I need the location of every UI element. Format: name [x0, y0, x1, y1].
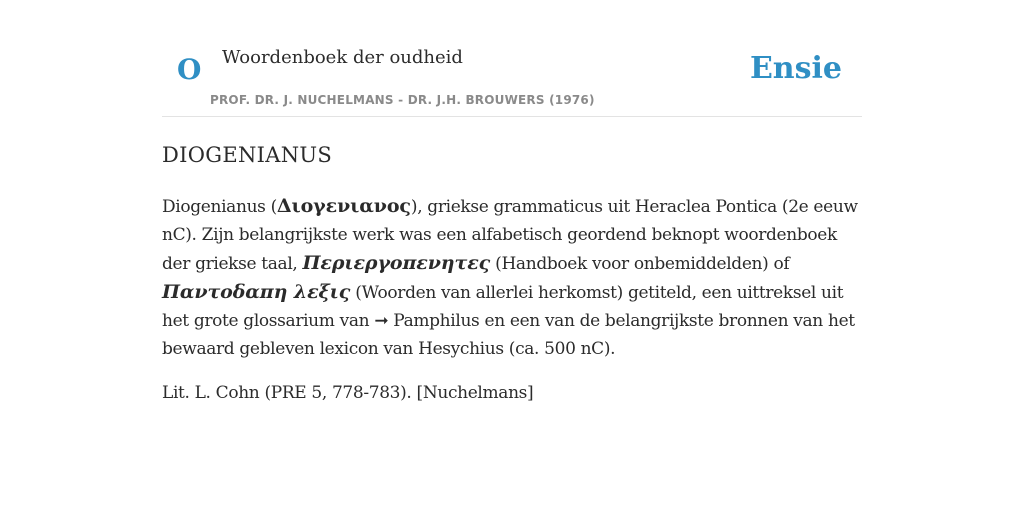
greek-term: Περιεργοπενητες	[302, 252, 491, 274]
body-text: ), griekse grammaticus uit Heraclea Pontica (2e eeuw nC). Zijn belangrijkste werk was een alfabetisch geordend beknopt woordenboek der griekse taal,	[162, 197, 858, 274]
brand-logo[interactable]: Ensie	[749, 51, 842, 86]
entry-body	[162, 192, 862, 363]
book-title[interactable]: Woordenboek der oudheid	[222, 47, 463, 68]
entry-title: DIOGENIANUS	[162, 143, 333, 167]
body-text: (Handboek voor onbemiddelden) of	[490, 254, 790, 274]
literature-note: Lit. L. Cohn (PRE 5, 778-783). [Nuchelmans]	[162, 383, 534, 403]
greek-term: Παντοδαπη λεξις	[162, 281, 351, 303]
book-authors: PROF. DR. J. NUCHELMANS - DR. J.H. BROUWERS (1976)	[210, 93, 595, 107]
cross-reference-label: Pamphilus	[388, 311, 480, 331]
body-text: en een van de belangrijkste bronnen van het bewaard gebleven lexicon van Hesychius (ca. 500 nC).	[162, 311, 855, 359]
cross-reference-link[interactable]	[374, 311, 479, 331]
body-text: (Woorden van allerlei herkomst) getiteld, een uittreksel uit het grote glossarium van	[162, 283, 844, 331]
header	[162, 0, 862, 117]
letter-badge[interactable]: O	[177, 53, 202, 86]
body-text: Diogenianus (	[162, 197, 277, 217]
greek-term: Διογενιανος	[276, 195, 411, 217]
arrow-right-icon: ➞	[374, 311, 389, 331]
page	[162, 0, 862, 403]
